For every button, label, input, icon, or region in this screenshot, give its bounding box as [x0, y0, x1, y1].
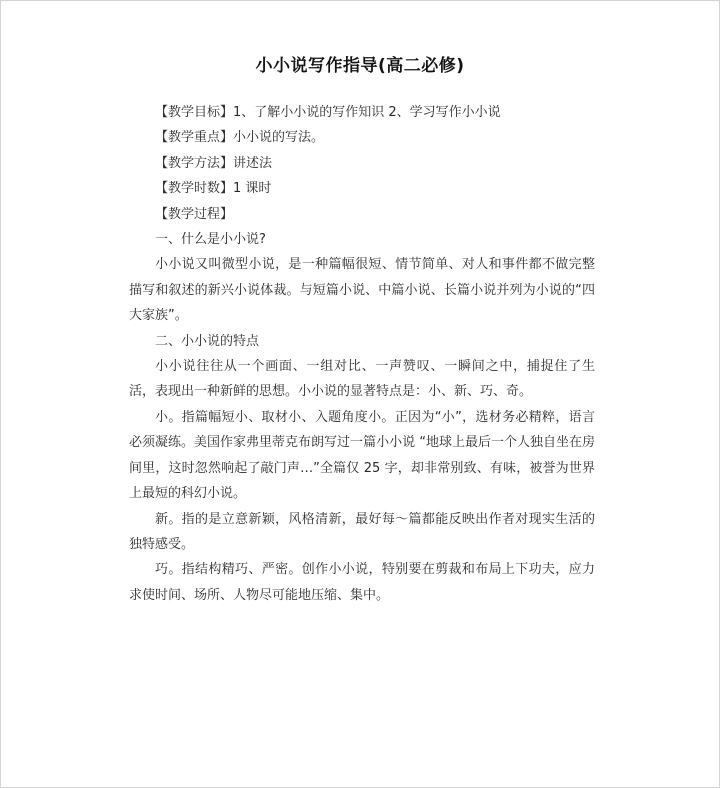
document-body: [129, 100, 595, 608]
meta-teaching-process: 【教学过程】: [155, 206, 234, 222]
section-heading-what-is: 一、什么是小小说?: [155, 232, 266, 248]
paragraph-small: 小。指篇幅短小、取材小、入题角度小。正因为“小”，选材务必精粹，语言必须凝练。美国作家弗里蒂克布朗写过一篇小小说 “地球上最后一个人独自坐在房间里，这时忽然响起了敲门声…”全篇仅 25 字，却非常别致、有味，被誉为世界上最短的科幻小说。: [129, 409, 595, 502]
meta-teaching-hours: 【教学时数】1 课时: [155, 181, 272, 197]
document-title: 小小说写作指导(高二必修): [255, 56, 465, 76]
paragraph-definition: 小小说又叫微型小说，是一种篇幅很短、情节简单、对人和事件都不做完整描写和叙述的新兴小说体裁。与短篇小说、中篇小说、长篇小说并列为小说的“四大家族”。: [129, 257, 595, 324]
section-heading-features: 二、小小说的特点: [155, 333, 260, 349]
paragraph-new: 新。指的是立意新颖，风格清新，最好每～篇都能反映出作者对现实生活的独特感受。: [129, 511, 595, 552]
meta-teaching-method: 【教学方法】讲述法: [155, 155, 273, 171]
paragraph-features: 小小说往往从一个画面、一组对比、一声赞叹、一瞬间之中，捕捉住了生活，表现出一种新鲜的思想。小小说的显著特点是：小、新、巧、奇。: [129, 359, 595, 400]
meta-teaching-goals: 【教学目标】1、了解小小说的写作知识 2、学习写作小小说: [155, 105, 501, 120]
paragraph-clever: 巧。指结构精巧、严密。创作小小说，特别要在剪裁和布局上下功夫，应力求使时间、场所、人物尽可能地压缩、集中。: [129, 562, 595, 603]
meta-teaching-focus: 【教学重点】小小说的写法。: [155, 130, 325, 146]
